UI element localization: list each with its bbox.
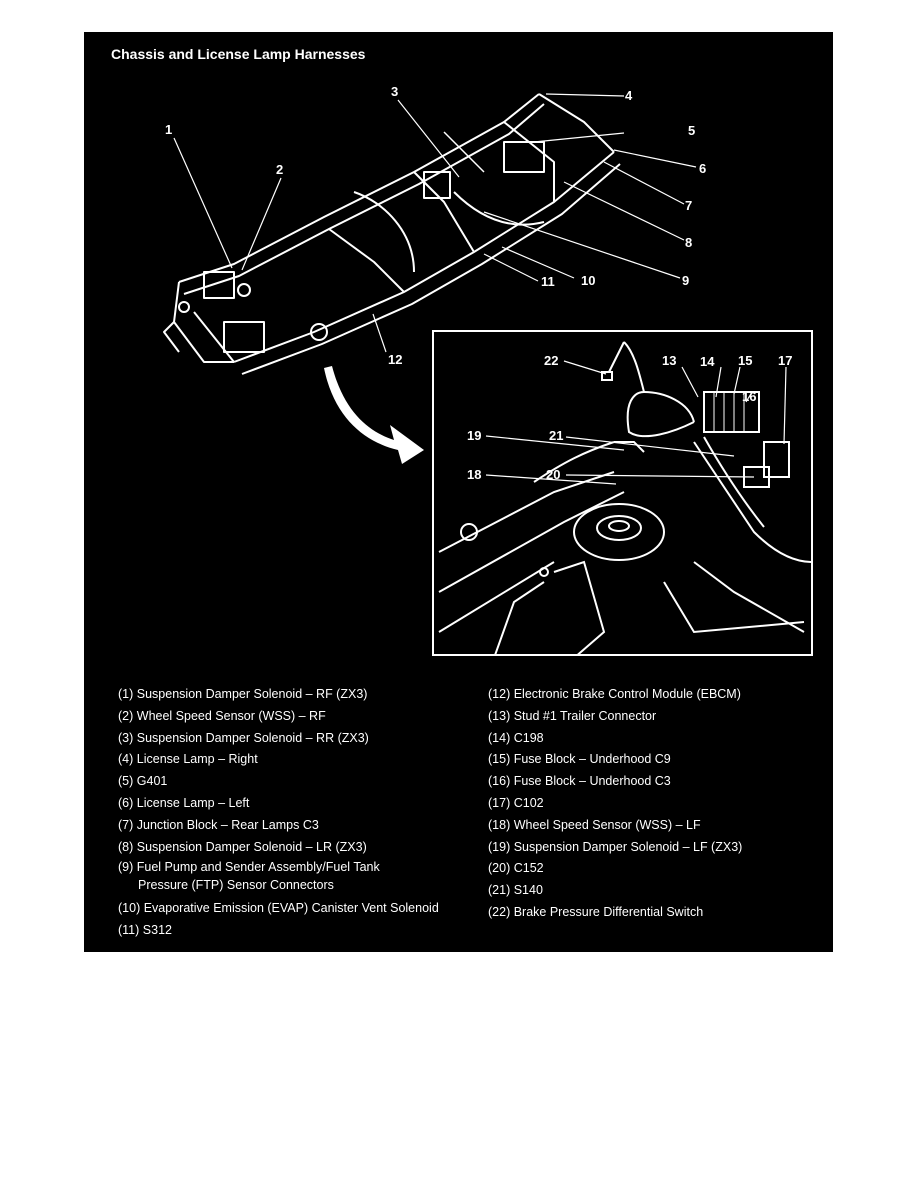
callout-1: 1 [165,122,173,137]
callout-9: 9 [682,273,690,288]
legend-item-15: (15) Fuse Block – Underhood C9 [488,752,671,767]
curved-arrow-icon [324,366,424,464]
legend-item-22: (22) Brake Pressure Differential Switch [488,904,704,919]
legend-item-2: (2) Wheel Speed Sensor (WSS) – RF [118,708,326,723]
callout-13: 13 [662,353,677,368]
legend-item-10: (10) Evaporative Emission (EVAP) Canister Vent Solenoid [118,901,439,916]
callout-18: 18 [467,467,482,482]
callout-5: 5 [688,123,696,138]
callout-6: 6 [699,161,707,176]
legend-item-3: (3) Suspension Damper Solenoid – RR (ZX3) [118,730,369,745]
legend-item-5: (5) G401 [118,774,168,789]
legend-left-column [118,684,439,942]
callout-16: 16 [742,389,757,404]
callout-15: 15 [738,353,753,368]
legend-item-14: (14) C198 [488,730,544,745]
legend-item-18: (18) Wheel Speed Sensor (WSS) – LF [488,817,701,832]
legend-item-6: (6) License Lamp – Left [118,795,250,810]
callout-21: 21 [549,428,564,443]
legend-item-12: (12) Electronic Brake Control Module (EBCM) [488,687,741,701]
page-title: Chassis and License Lamp Harnesses [111,46,366,62]
callout-17: 17 [778,353,793,368]
legend-item-19: (19) Suspension Damper Solenoid – LF (ZX3) [488,839,743,854]
legend-item-13: (13) Stud #1 Trailer Connector [488,708,657,723]
callout-7: 7 [685,198,693,213]
callout-11: 11 [541,274,555,289]
legend-item-9: (9) Fuel Pump and Sender Assembly/Fuel Tank Pressure (FTP) Sensor Connectors [118,860,380,893]
engine-compartment-illustration [434,332,813,656]
legend-item-1: (1) Suspension Damper Solenoid – RF (ZX3) [118,687,368,701]
callout-8: 8 [685,235,693,250]
callout-10: 10 [581,273,596,288]
legend-item-7: (7) Junction Block – Rear Lamps C3 [118,817,319,832]
diagram-panel [84,32,833,952]
callout-2: 2 [276,162,284,177]
callout-4: 4 [625,88,633,103]
legend-item-21: (21) S140 [488,883,543,898]
legend-item-16: (16) Fuse Block – Underhood C3 [488,774,671,789]
callout-14: 14 [700,354,715,369]
legend-right-column [488,684,742,924]
legend-item-11: (11) S312 [118,923,172,938]
legend-item-20: (20) C152 [488,861,544,876]
legend-item-17: (17) C102 [488,795,544,810]
callout-22: 22 [544,353,559,368]
callout-19: 19 [467,428,482,443]
legend-item-8: (8) Suspension Damper Solenoid – LR (ZX3) [118,839,367,854]
legend-item-4: (4) License Lamp – Right [118,752,258,767]
callout-20: 20 [546,467,561,482]
callout-12: 12 [388,352,403,367]
inset-detail-view [432,330,813,656]
callout-3: 3 [391,84,399,99]
